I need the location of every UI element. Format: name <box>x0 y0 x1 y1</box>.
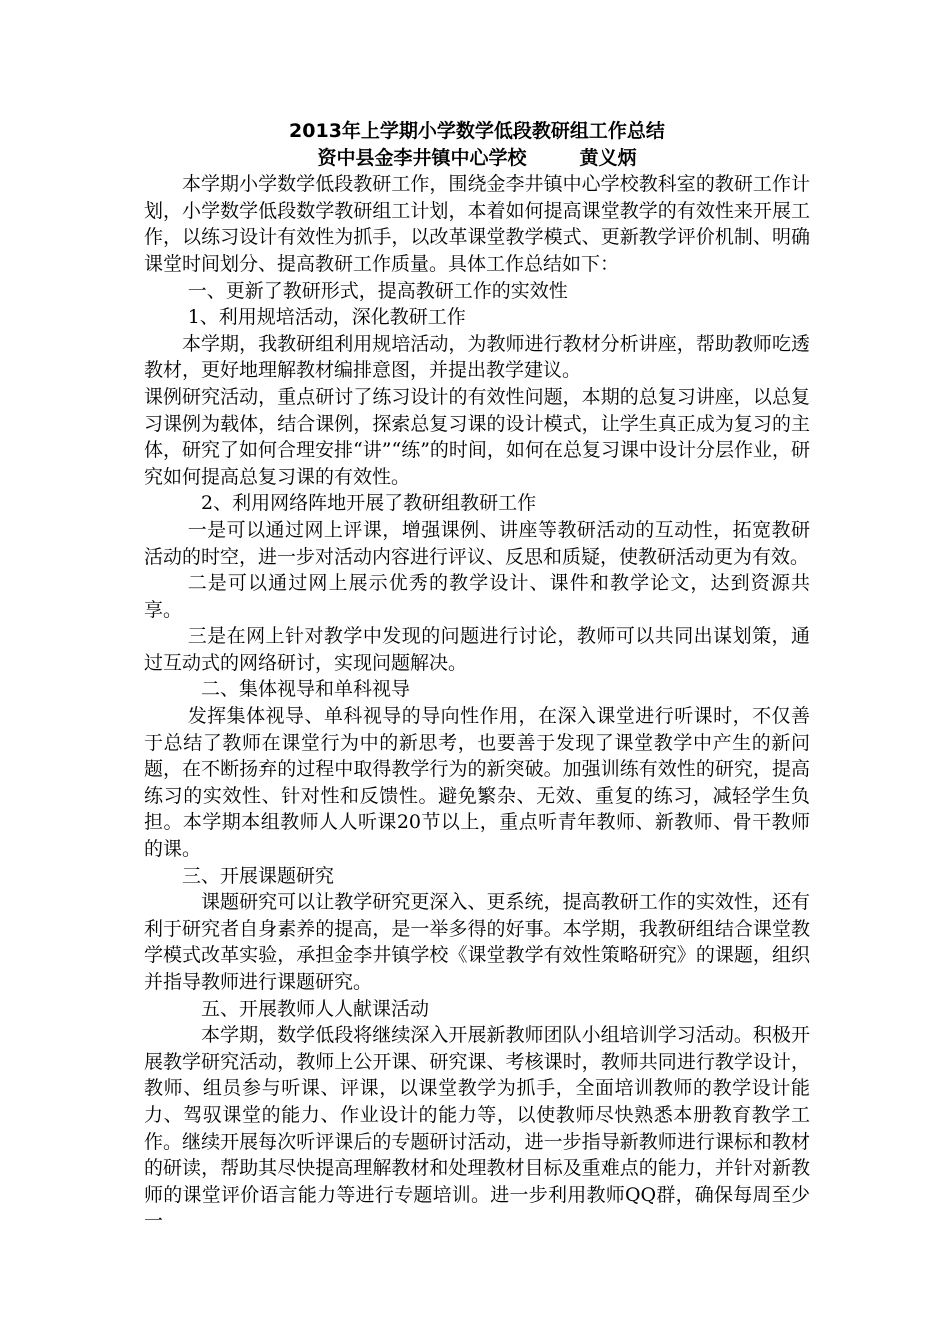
paragraph-training: 本学期，我教研组利用规培活动，为教师进行教材分析讲座，帮助教师吃透教材，更好地理解教材编排意图，并提出教学建议。 <box>144 332 810 382</box>
paragraph-online-discussion: 三是在网上针对教学中发现的问题进行讨论，教师可以共同出谋划策，通过互动式的网络研讨，实现问题解决。 <box>144 625 810 674</box>
paragraph-research: 课题研究可以让教学研究更深入、更系统，提高教研工作的实效性，还有利于研究者自身素养的提高，是一举多得的好事。本学期，我教研组结合课堂教学模式改革实验，承担金李井镇学校《课堂教学有效性策略研究》的课题，组织并指导教师进行课题研究。 <box>144 891 810 993</box>
document-page <box>144 118 810 1235</box>
paragraph-online-showcase: 二是可以通过网上展示优秀的教学设计、课件和教学论文，达到资源共享。 <box>144 572 810 621</box>
heading-subsection-2: 2、利用网络阵地开展了教研组教研工作 <box>201 492 537 515</box>
heading-subsection-1: 1、利用规培活动，深化教研工作 <box>187 306 466 329</box>
paragraph-case-study: 课例研究活动，重点研讨了练习设计的有效性问题，本期的总复习讲座，以总复习课例为载体，结合课例，探索总复习课的设计模式，让学生真正成为复习的主体，研究了如何合理安排“讲”“练”的时间，如何在总复习课中设计分层作业，研究如何提高总复习课的有效性。 <box>144 385 810 488</box>
heading-section-3: 三、开展课题研究 <box>182 864 335 887</box>
document-author-line: 资中县金李井镇中心学校 黄义炳 <box>317 146 637 169</box>
paragraph-lessons: 本学期，数学低段将继续深入开展新教师团队小组培训学习活动。积极开展教学研究活动，教师上公开课、研究课、考核课时，教师共同进行教学设计，教师、组员参与听课、评课，以课堂教学为抓手，全面培训教师的教学设计能力、驾驭课堂的能力、作业设计的能力等，以使教师尽快熟悉本册教育教学工作。继续开展每次听评课后的专题研讨活动，进一步指导新教师进行课标和教材的研读，帮助其尽快提高理解教材和处理教材目标及重难点的能力，并针对新教师的课堂评价语言能力等进行专题培训。进一步利用教师QQ群，确保每周至少一 <box>144 1024 810 1233</box>
heading-section-1: 一、更新了教研形式，提高教研工作的实效性 <box>187 279 568 302</box>
paragraph-intro: 本学期小学数学低段教研工作，围绕金李井镇中心学校教科室的教研工作计划，小学数学低段数学教研组工计划，本着如何提高课堂教学的有效性来开展工作，以练习设计有效性为抓手，以改革课堂教学模式、更新教学评价机制、明确课堂时间划分、提高教研工作质量。具体工作总结如下： <box>144 173 810 275</box>
document-title: 2013年上学期小学数学低段教研组工作总结 <box>289 120 665 142</box>
paragraph-supervision: 发挥集体视导、单科视导的导向性作用，在深入课堂进行听课时，不仅善于总结了教师在课堂行为中的新思考，也要善于发现了课堂教学中产生的新问题，在不断扬弃的过程中取得教学行为的新突破。加强训练有效性的研究，提高练习的实效性、针对性和反馈性。避免繁杂、无效、重复的练习，减轻学生负担。本学期本组教师人人听课20节以上，重点听青年教师、新教师、骨干教师的课。 <box>144 705 810 861</box>
heading-section-2: 二、集体视导和单科视导 <box>201 678 411 701</box>
heading-section-5: 五、开展教师人人献课活动 <box>201 997 430 1020</box>
paragraph-online-review: 一是可以通过网上评课，增强课例、讲座等教研活动的互动性，拓宽教研活动的时空，进一步对活动内容进行评议、反思和质疑，使教研活动更为有效。 <box>144 518 810 568</box>
